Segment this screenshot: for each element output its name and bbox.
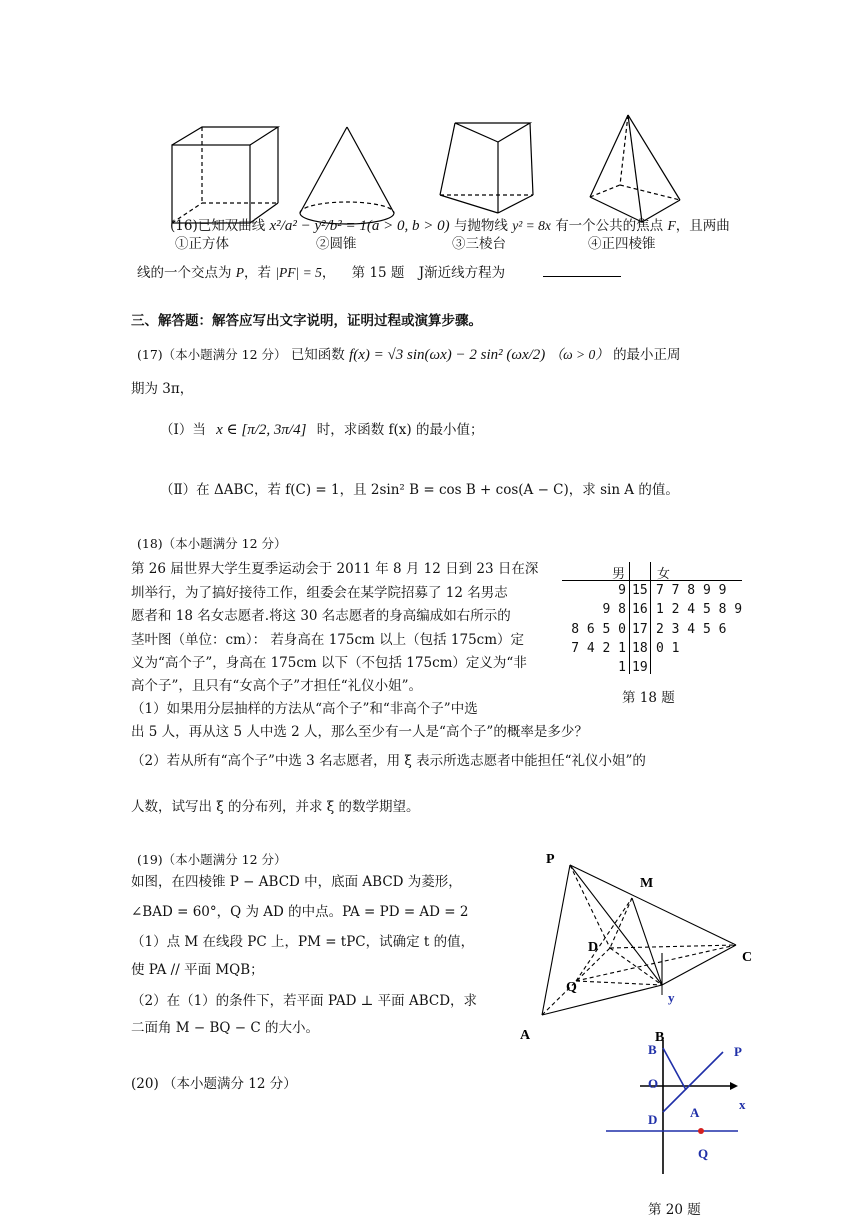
q19-line-5: （2）在（1）的条件下，若平面 PAD ⊥ 平面 ABCD，求: [131, 993, 478, 1009]
q15-figures: [150, 105, 770, 225]
q16-focus: F: [667, 218, 676, 233]
q18-line-4: 义为“高个子”，身高在 175cm 以下（不包括 175cm）定义为“非: [131, 655, 527, 671]
q19-line-2: ∠BAD = 60°，Q 为 AD 的中点。PA = PD = AD = 2: [131, 904, 469, 920]
stem-value: 18: [632, 641, 648, 656]
q18-line-2: 愿者和 18 名女志愿者.将这 30 名志愿者的身高编成如右所示的: [131, 608, 511, 624]
stem-row: [562, 622, 742, 641]
q15-caption: 第 15 题: [351, 265, 405, 281]
frustum-figure: [440, 123, 533, 213]
q16-line1: [170, 214, 730, 235]
q20-label-B: B: [648, 1042, 657, 1057]
q20-label-O: O: [648, 1076, 659, 1091]
q19-label-M: M: [640, 876, 654, 891]
stem-left: 1: [618, 660, 626, 675]
q20-caption: 第 20 题: [648, 1202, 701, 1218]
q18-line-3: 茎叶图（单位：cm）： 若身高在 175cm 以上（包括 175cm）定: [131, 632, 525, 648]
q18-line-0: 第 26 届世界大学生夏季运动会于 2011 年 8 月 12 日到 23 日在深: [131, 561, 539, 577]
q19-line-4: 使 PA // 平面 MQB；: [131, 962, 264, 978]
q18-caption: 第 18 题: [622, 690, 675, 706]
stem-header-male: 男: [612, 567, 626, 582]
q15-label-cone: ②圆锥: [316, 236, 357, 252]
q16-line2-if: ，若: [244, 265, 272, 281]
stem-row: [562, 602, 742, 621]
q15-label-cube: ①正方体: [175, 236, 229, 252]
q16-tail: 有一个公共的焦点: [555, 218, 664, 234]
stem-row: [562, 641, 742, 660]
stem-value: 17: [632, 622, 648, 637]
q15-label-pyramid: ④正四棱锥: [588, 236, 656, 252]
q16-condition: |PF| = 5: [275, 265, 322, 280]
q18-line-6: （1）如果用分层抽样的方法从“高个子”和“非高个子”中选: [131, 701, 478, 717]
q16-comma: ，: [321, 265, 336, 281]
q15-label-frustum: ③三棱台: [452, 236, 506, 252]
q18-part2-a: （2）若从所有“高个子”中选 3 名志愿者，用 ξ 表示所选志愿者中能担任“礼仪小姐”的: [131, 753, 646, 769]
stem-row: [562, 660, 742, 679]
q20-point-A: [698, 1128, 704, 1134]
q16-prefix: (16)已知双曲线: [170, 218, 266, 234]
stem-left: 7 4 2 1: [571, 641, 626, 656]
q19-label-Q: Q: [566, 980, 577, 995]
q16-parabola: y² = 8x: [512, 218, 551, 233]
stem-value: 15: [632, 583, 648, 598]
stem-right: 0 1: [656, 641, 680, 656]
q17-head: (17)（本小题满分 12 分）: [137, 347, 287, 362]
q16-asymptote-text: J渐近线方程为: [418, 265, 506, 281]
cone-figure: [300, 127, 394, 224]
stem-header-line: [562, 580, 742, 581]
q17-part1-interval: x ∈ [π/2, 3π/4]: [216, 422, 307, 438]
q19-label-C: C: [742, 950, 753, 965]
stem-leaf-table: [562, 560, 747, 680]
stem-right: 1 2 4 5 8 9: [656, 602, 743, 617]
q17-line2: 期为 3π，: [131, 381, 194, 397]
stem-value: 19: [632, 660, 648, 675]
q18-line-7: 出 5 人，再从这 5 人中选 2 人，那么至少有一人是“高个子”的概率是多少？: [131, 724, 588, 740]
section-3-heading: 三、解答题：解答应写出文字说明，证明过程或演算步骤。: [131, 313, 482, 329]
q16-line2-text: 线的一个交点为: [137, 265, 232, 281]
q17-part1-ask: 时，求函数 f(x) 的最小值；: [316, 422, 484, 438]
q17-text2: 的最小正周: [613, 347, 681, 363]
q16-tail2: ，且两曲: [675, 218, 730, 234]
pyramid-figure: [590, 115, 680, 222]
stem-left: 9 8: [602, 602, 626, 617]
q19-head: (19)（本小题满分 12 分）: [137, 852, 287, 867]
stem-header-female: 女: [657, 567, 671, 582]
q20-label-A: A: [690, 1105, 700, 1120]
q17-function: f(x) = √3 sin(ωx) − 2 sin² (ωx/2): [349, 347, 546, 363]
q19-line-1: 如图，在四棱锥 P − ABCD 中，底面 ABCD 为菱形，: [131, 874, 462, 890]
q20-label-Q: Q: [698, 1146, 709, 1161]
stem-right: 2 3 4 5 6: [656, 622, 727, 637]
q18-part2-b: 人数，试写出 ξ 的分布列，并求 ξ 的数学期望。: [131, 799, 420, 815]
q19-label-y: y: [668, 990, 675, 1005]
q19-line-6: 二面角 M − BQ − C 的大小。: [131, 1020, 320, 1036]
q19-label-D: D: [588, 940, 599, 955]
q20-figure: [598, 1040, 768, 1180]
stem-row: [562, 583, 742, 602]
q18-head: (18)（本小题满分 12 分）: [137, 536, 287, 551]
q16-point-p: P: [235, 265, 245, 280]
q19-pyramid-figure: [510, 845, 770, 1045]
q17-part1-when: （Ⅰ）当: [160, 422, 206, 438]
q16-line2: [137, 261, 621, 281]
q20-label-x: x: [739, 1097, 746, 1112]
q17-part2: （Ⅱ）在 ΔABC，若 f(C) = 1，且 2sin² B = cos B + cos(A − C)，求 sin A 的值。: [160, 482, 679, 498]
stem-value: 16: [632, 602, 648, 617]
q20-head: (20) （本小题满分 12 分）: [131, 1076, 297, 1092]
q17-line1: [137, 343, 681, 364]
q16-mid: 与抛物线: [453, 218, 508, 234]
stem-right: 7 7 8 9 9: [656, 583, 727, 598]
q20-label-P: P: [734, 1044, 742, 1059]
q19-line-3: （1）点 M 在线段 PC 上，PM = tPC，试确定 t 的值，: [131, 934, 475, 950]
q19-label-P: P: [546, 852, 555, 867]
stem-left: 8 6 5 0: [571, 622, 626, 637]
q20-label-D: D: [648, 1112, 658, 1127]
q17-text1: 已知函数: [290, 347, 345, 363]
q18-line-5: 高个子”，且只有“女高个子”才担任“礼仪小姐”。: [131, 678, 423, 694]
q17-omega-cond: （ω > 0）: [549, 347, 609, 362]
q16-hyperbola: x²/a² − y²/b² = 1(a > 0, b > 0): [269, 218, 450, 234]
stem-left: 9: [618, 583, 626, 598]
q19-label-A: A: [520, 1028, 531, 1043]
q19-label-B: B: [655, 1030, 665, 1045]
cube-figure: [172, 127, 278, 223]
q18-line-1: 圳举行，为了搞好接待工作，组委会在某学院招募了 12 名男志: [131, 585, 508, 601]
q17-part1: [160, 418, 483, 439]
q16-answer-blank[interactable]: [543, 264, 621, 277]
